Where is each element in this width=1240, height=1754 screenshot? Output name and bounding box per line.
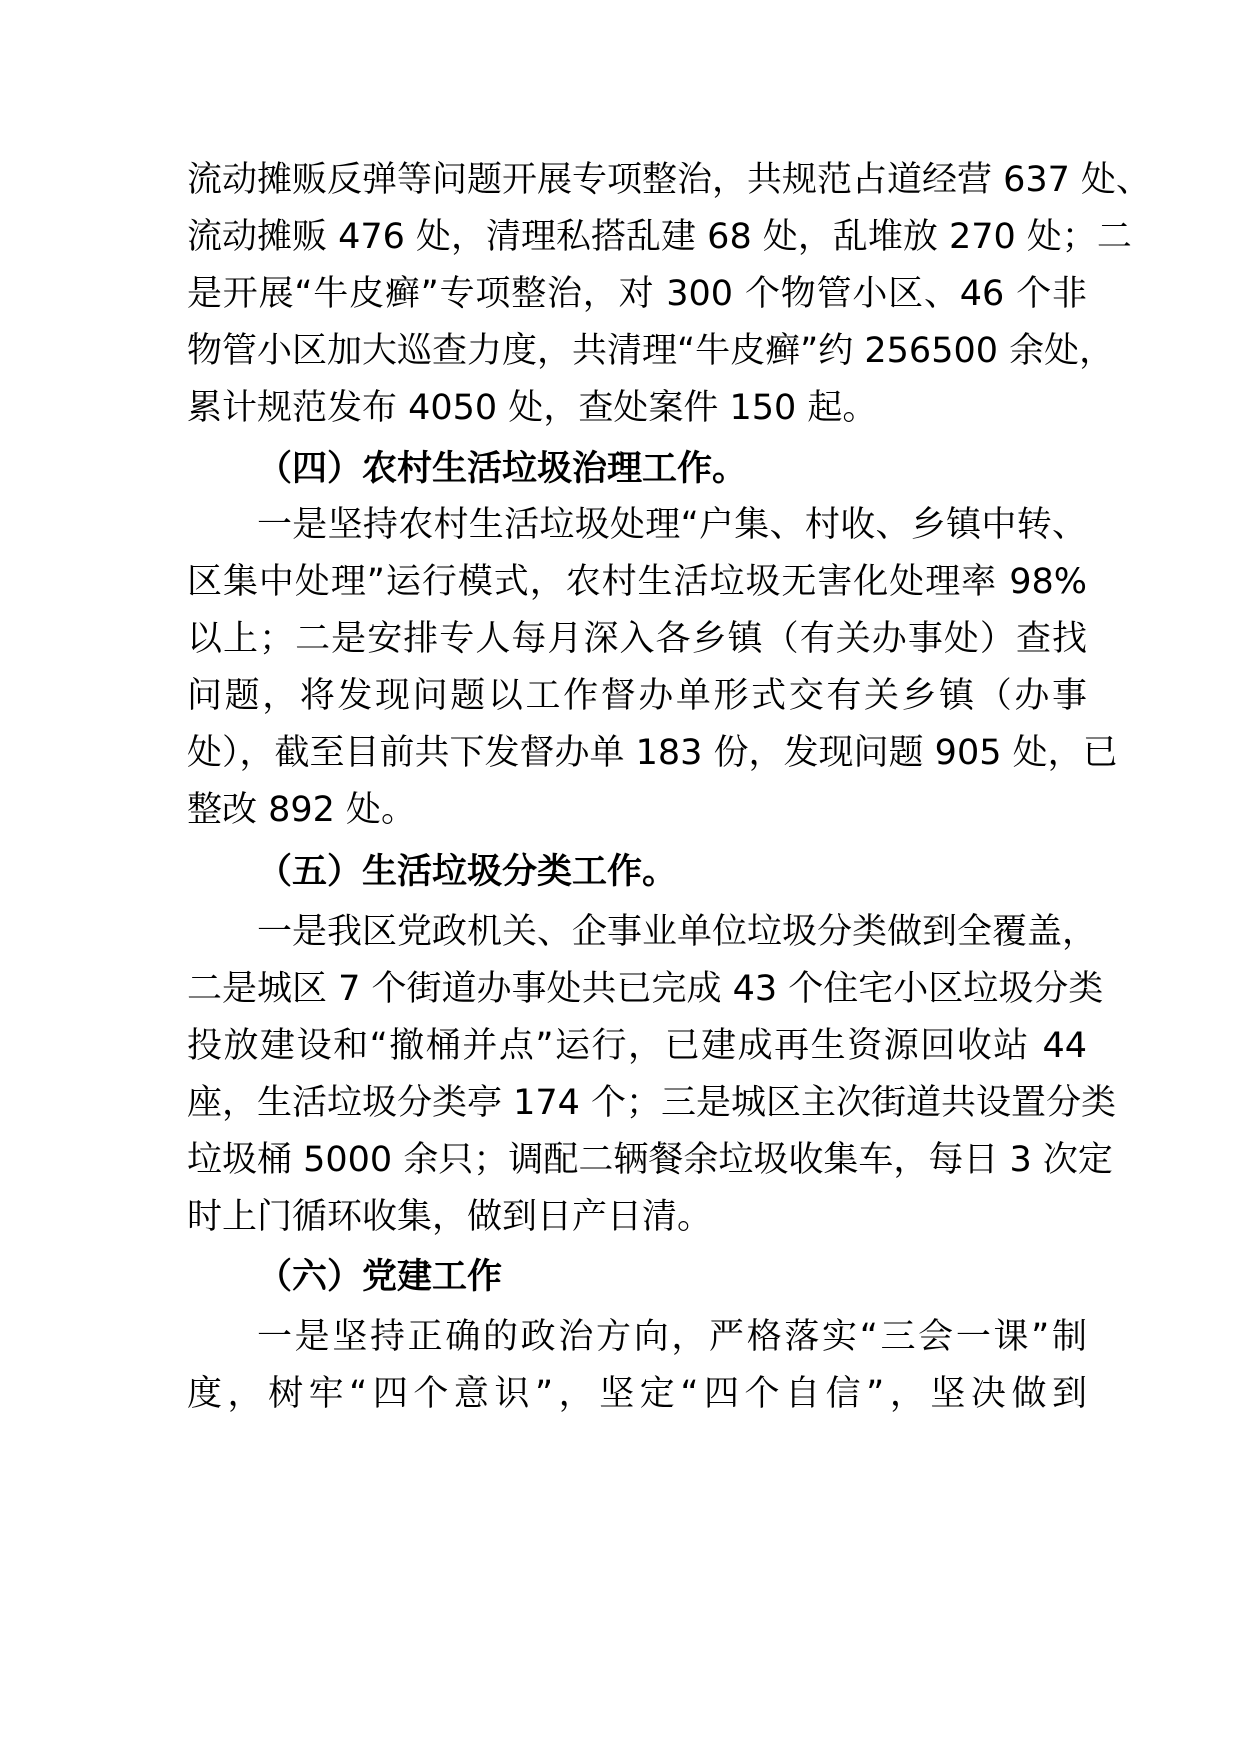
paragraph-line: 以上；二是安排专人每月深入各乡镇（有关办事处）查找 xyxy=(187,619,1087,659)
paragraph-line: 流动摊贩 476 处，清理私搭乱建 68 处，乱堆放 270 处；二 xyxy=(187,217,1132,257)
paragraph-line: 二是城区 7 个街道办事处共已完成 43 个住宅小区垃圾分类 xyxy=(187,969,1104,1009)
paragraph-line: 垃圾桶 5000 余只；调配二辆餐余垃圾收集车，每日 3 次定 xyxy=(187,1140,1113,1180)
paragraph-line: 问题，将发现问题以工作督办单形式交有关乡镇（办事 xyxy=(187,676,1087,716)
section-heading: （四）农村生活垃圾治理工作。 xyxy=(257,449,748,489)
paragraph-line: 整改 892 处。 xyxy=(187,790,417,830)
paragraph-line: 区集中处理”运行模式，农村生活垃圾无害化处理率 98% xyxy=(187,562,1087,602)
paragraph-line: 时上门循环收集，做到日产日清。 xyxy=(187,1197,713,1237)
paragraph-line: 一是坚持正确的政治方向，严格落实“三会一课”制 xyxy=(257,1317,1087,1357)
paragraph-line: 一是坚持农村生活垃圾处理“户集、村收、乡镇中转、 xyxy=(257,505,1087,545)
section-heading: （六）党建工作 xyxy=(257,1257,503,1297)
paragraph-line: 累计规范发布 4050 处，查处案件 150 起。 xyxy=(187,388,878,428)
paragraph-line: 物管小区加大巡查力度，共清理“牛皮癣”约 256500 余处， xyxy=(187,331,1115,371)
paragraph-line: 度，树牢“四个意识”，坚定“四个自信”，坚决做到 xyxy=(187,1374,1087,1414)
paragraph-line: 处），截至目前共下发督办单 183 份，发现问题 905 处，已 xyxy=(187,733,1118,773)
paragraph-line: 一是我区党政机关、企事业单位垃圾分类做到全覆盖， xyxy=(257,912,1098,952)
paragraph-line: 流动摊贩反弹等问题开展专项整治，共规范占道经营 637 处、 xyxy=(187,160,1152,200)
paragraph-line: 是开展“牛皮癣”专项整治，对 300 个物管小区、46 个非 xyxy=(187,274,1087,314)
section-heading: （五）生活垃圾分类工作。 xyxy=(257,852,678,892)
paragraph-line: 座，生活垃圾分类亭 174 个；三是城区主次街道共设置分类 xyxy=(187,1083,1117,1123)
paragraph-line: 投放建设和“撤桶并点”运行，已建成再生资源回收站 44 xyxy=(187,1026,1087,1066)
